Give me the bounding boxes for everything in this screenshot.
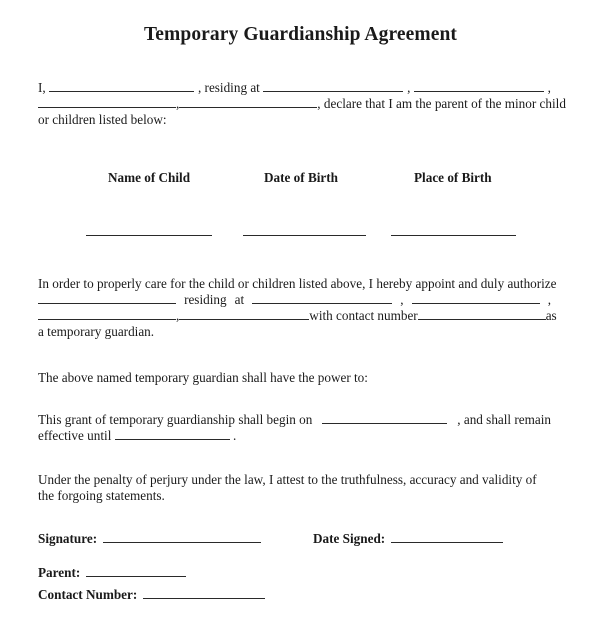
date-signed-field [313,530,503,547]
intro-line-1 [38,80,551,96]
term-line-1 [38,412,551,428]
contact-number-label: Contact Number: [38,587,138,602]
parent-field [38,564,186,581]
contact-number-blank[interactable] [143,586,265,599]
table-row [38,225,551,241]
signature-label: Signature: [38,531,98,546]
date-signed-label: Date Signed: [313,531,386,546]
guardian-address-blank-4[interactable] [179,308,309,320]
term-line-2 [38,428,551,444]
term-begin-date-blank[interactable] [322,412,447,424]
term-remain-text: , and shall remain [457,412,551,427]
intro-address-blank-1[interactable] [263,80,403,92]
term-begin-text: This grant of temporary guardianship shall begin on [38,412,313,427]
column-header-date-of-birth: Date of Birth [264,170,338,185]
powers-paragraph [38,370,551,386]
appointment-line-1: In order to properly care for the child or children listed above, I hereby appoint and duly authorize [38,276,557,291]
intro-line-2 [38,96,566,112]
guardian-address-blank-3[interactable] [38,308,176,320]
child-place-blank[interactable] [391,225,516,236]
intro-declare-text: , declare that I am the parent of the minor child [317,96,566,111]
parent-row [38,564,551,586]
column-header-place-of-birth: Place of Birth [414,170,492,185]
term-until-text: effective until [38,428,112,443]
appointment-comma-2: , [547,292,551,307]
contact-number-row [38,586,551,606]
appointment-line-4: a temporary guardian. [38,324,155,339]
attestation-paragraph [38,472,551,504]
intro-address-blank-4[interactable] [179,96,317,108]
appointment-text-as: as [545,308,557,323]
child-table-header-row [38,170,551,188]
guardian-name-blank[interactable] [38,292,176,304]
intro-comma-1: , [407,80,411,95]
intro-paragraph [38,80,566,128]
page-title: Temporary Guardianship Agreement [143,24,458,45]
attestation-line-1: Under the penalty of perjury under the law, I attest to the truthfulness, accuracy and validity of [38,472,537,487]
guardian-address-blank-1[interactable] [252,292,392,304]
intro-text-residing-at: , residing at [197,80,260,95]
signature-block [38,530,551,606]
appointment-text-residing: residing [184,292,227,307]
intro-name-blank[interactable] [49,80,194,92]
child-table [38,170,551,188]
appointment-line-3 [38,308,557,324]
term-end-date-blank[interactable] [115,428,230,440]
appointment-comma-1: , [400,292,404,307]
term-paragraph [38,412,551,444]
child-dob-blank[interactable] [243,225,366,236]
intro-address-blank-3[interactable] [38,96,176,108]
appointment-contact-text: with contact number [309,308,418,323]
guardian-contact-number-blank[interactable] [418,308,546,320]
intro-address-blank-2[interactable] [414,80,544,92]
appointment-comma-3: , [176,308,180,323]
appointment-paragraph [38,276,557,340]
attestation-line-2: the forgoing statements. [38,488,165,503]
child-name-blank[interactable] [86,225,212,236]
intro-comma-2: , [547,80,551,95]
intro-line-3: or children listed below: [38,112,167,127]
appointment-line-2 [38,292,551,308]
signature-row [38,530,551,550]
appointment-text-at: at [234,292,245,307]
column-header-name-of-child: Name of Child [108,170,191,185]
signature-field [38,530,261,547]
contact-number-field [38,586,265,603]
intro-comma-3: , [176,96,180,111]
date-signed-blank[interactable] [391,530,503,543]
powers-heading: The above named temporary guardian shall have the power to: [38,370,368,385]
guardian-address-blank-2[interactable] [412,292,540,304]
signature-blank[interactable] [103,530,261,543]
parent-blank[interactable] [86,564,186,577]
child-table-row [38,225,551,241]
parent-label: Parent: [38,565,81,580]
intro-text-i: I, [38,80,46,95]
term-period: . [232,428,237,443]
